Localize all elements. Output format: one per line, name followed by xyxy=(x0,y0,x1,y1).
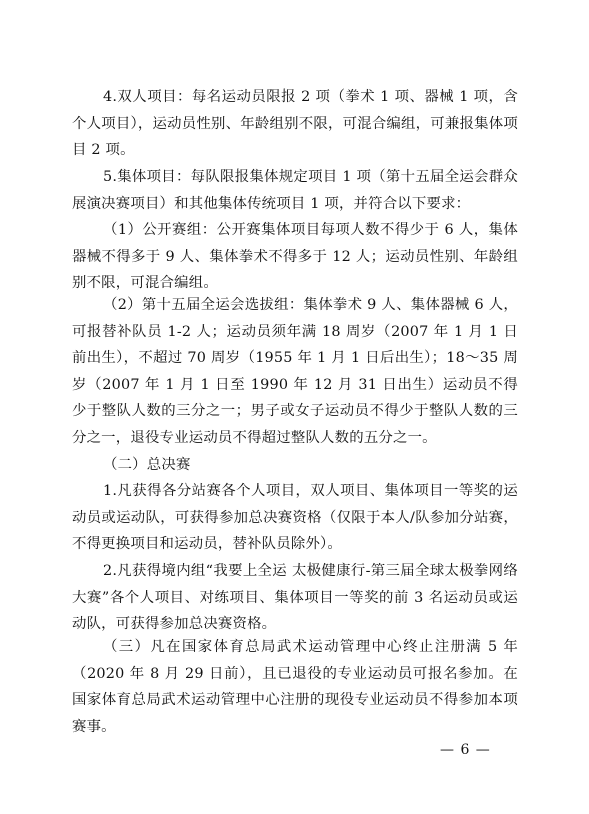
page-number: — 6 — xyxy=(440,742,491,758)
paragraph-selection-group: （2）第十五届全运会选拔组：集体拳术 9 人、集体器械 6 人，可报替补队员 1-2 人；运动员须年满 18 周岁（2007 年 1 月 1 日前出生），不超过 70 周岁（1955 年 1 月 1 日后出生）；18～35 周岁（2007 年 1 月 1 日至 1990 年 12 月 31 日出生）运动员不得少于整队人数的三分之一；男子或女子运动员不得少于整队人数的三分之一，退役专业运动员不得超过整队人数的五分之一。 xyxy=(72,297,518,446)
paragraph-doubles-events: 4.双人项目：每名运动员限报 2 项（拳术 1 项、器械 1 项，含个人项目），运动员性别、年龄组别不限，可混合编组，可兼报集体项目 2 项。 xyxy=(72,89,518,159)
paragraph-group-events: 5.集体项目：每队限报集体规定项目 1 项（第十五届全运会群众展演决赛项目）和其他集体传统项目 1 项，并符合以下要求： xyxy=(72,169,518,212)
paragraph-final-qualification-1: 1.凡获得各分站赛各个人项目，双人项目、集体项目一等奖的运动员或运动队，可获得参加总决赛资格（仅限于本人/队参加分站赛，不得更换项目和运动员，替补队员除外）。 xyxy=(72,483,518,553)
paragraph-open-group: （1）公开赛组：公开赛集体项目每项人数不得少于 6 人，集体器械不得多于 9 人、集体拳术不得多于 12 人；运动员性别、年龄组别不限，可混合编组。 xyxy=(72,222,518,292)
paragraph-retired-athletes: （三）凡在国家体育总局武术运动管理中心终止注册满 5 年（2020 年 8 月 29 日前），且已退役的专业运动员可报名参加。在国家体育总局武术运动管理中心注册的现役专业运动员不得参加本项赛事。 xyxy=(72,639,518,735)
section-heading-final: （二）总决赛 xyxy=(103,457,191,473)
paragraph-final-qualification-2: 2.凡获得境内组“我要上全运 太极健康行-第三届全球太极拳网络大赛”各个人项目、对练项目、集体项目一等奖的前 3 名运动员或运动队，可获得参加总决赛资格。 xyxy=(72,563,518,633)
